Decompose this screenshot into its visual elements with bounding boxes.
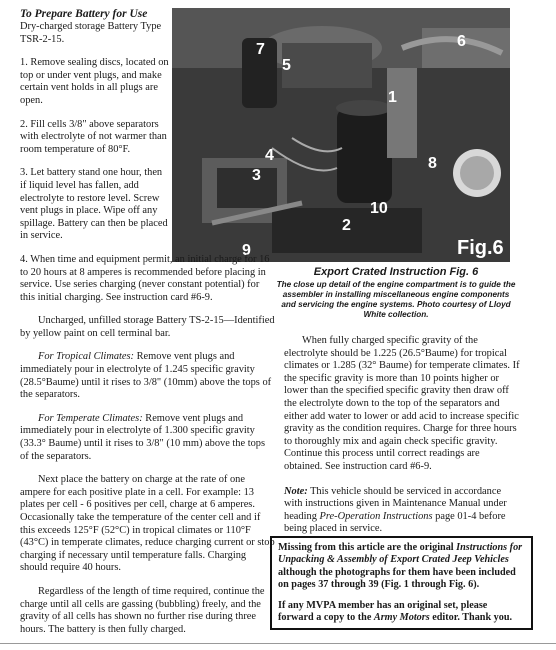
box-p2-b: editor. Thank you. [429,612,513,624]
step-2: 2. Fill cells 3/8" above separators with electrolyte of not warmer than room temperature of 80°F. [20,118,167,155]
box-p2-italic: Army Motors [373,612,430,624]
bottom-rule [0,643,556,644]
right-column [284,335,520,548]
figure-caption-text: The close up detail of the engine compartment is to guide the assembler in installing miscellaneous engine components and servicing the engine systems. Photo courtesy of Lloyd White collection. [276,280,516,319]
box-p1-a: Missing from this article are the original [278,542,457,553]
regardless-paragraph: Regardless of the length of time required, continue the charge until all cells are gassing (bubbling) freely, and the gravity of all cells has shown no further rise during three hours. The battery is then fully charged. [20,585,265,635]
box-paragraph-1 [278,542,525,592]
step-4 [20,254,275,304]
step-3: 3. Let battery stand one hour, then if liquid level has fallen, add electrolyte to restore level. Screw vent plugs in place. Wipe off any spillage. Battery can then be placed in service. [20,167,168,242]
note-paragraph [284,486,520,536]
callout-6: 6 [457,33,466,50]
callout-9: 9 [242,242,251,259]
tropical-text: Remove vent plugs and immediately pour in electrolyte of 1.245 specific gravity (28.5°Baume) until it rises to 3/8" (10mm) above the tops of the separators. [20,351,272,401]
box-p2-a: If any MVPA member has an original set, please forward a copy to the [278,599,488,624]
tropical-label: For Tropical Climates: [38,351,135,363]
box-p1-b: although the photographs for them have been included on pages 37 through 39 (Fig. 1 through Fig. 6). [278,566,516,591]
figure-label: Fig.6 [457,237,504,259]
callout-2: 2 [342,217,351,234]
temperate-text: Remove vent plugs and immediately pour in electrolyte of 1.300 specific gravity (33.3° Baume) until it rises to 3/8" (10 mm) above the tops of the separators. [20,412,266,462]
box-p1-italic: Instructions for Unpacking & Assembly of Export Crated Jeep Vehicles [278,542,523,566]
charge-paragraph: Next place the battery on charge at the rate of one ampere for each positive plate in a cell. For example: 13 plates per cell - 6 positives per cell, charge at 6 amperes. Occasionally take the temperature of the center cell and if this exceeds 125°F (52°C) in tropical climates or 110°F (43°C) in temperate climates, reduce charging current or stop charging if necessary until temperature falls. Charging should require 40 hours. [20,474,275,574]
specific-gravity-paragraph: When fully charged specific gravity of the electrolyte should be 1.225 (26.5°Baume) for tropical climates or 1.285 (32° Baume) for temperate climates. If the specific gravity is more than 10 points higher or lower than the specified specific gravity then draw off the electrolyte down to the top of the separators and either add water to lower or add acid to increase specific gravity as the condition requires. Charge for three hours to thoroughly mix and again check specific gravity. Continue this process until correct readings are obtained. See instruction card #6-9. [284,335,520,472]
callout-5: 5 [282,57,291,74]
left-column [20,8,275,647]
callout-4: 4 [265,147,274,164]
note-label: Note: [284,485,308,497]
temperate-label: For Temperate Climates: [38,412,143,424]
battery-type-intro: Dry-charged storage Battery Type TSR-2-15. [20,21,162,45]
figure-title: Export Crated Instruction Fig. 6 [313,266,479,278]
callout-10: 10 [370,200,388,217]
box-paragraph-2 [278,600,525,625]
note-italic: Pre-Operation Instructions [319,510,433,522]
step-4-text: 4. When time and equipment permit, an initial charge for 16 to 20 hours at 8 amperes is recommended before placing in service. Use series charging (never constant potential) for this initial charging. See instruction card #6-9. [20,253,270,303]
callout-7: 7 [256,41,265,58]
note-text-1: This vehicle should be serviced in accordance with instructions given in Maintenance Manual under heading [284,485,507,522]
callout-1: 1 [388,89,397,106]
step-1: 1. Remove sealing discs, located on top or under vent plugs, and make certain vent holds in all plugs are open. [20,57,169,106]
temperate-paragraph [20,413,275,463]
unfilled-battery-paragraph: Uncharged, unfilled storage Battery TS-2-15—Identified by yellow paint on cell terminal bar. [20,315,275,339]
callout-3: 3 [252,167,261,184]
figure-caption [276,266,516,320]
tropical-paragraph [20,351,275,401]
section-heading: To Prepare Battery for Use [20,8,148,20]
callout-8: 8 [428,155,437,172]
note-text-2: page 01-4 before being placed in service. [284,510,506,535]
missing-instructions-box [270,536,533,630]
